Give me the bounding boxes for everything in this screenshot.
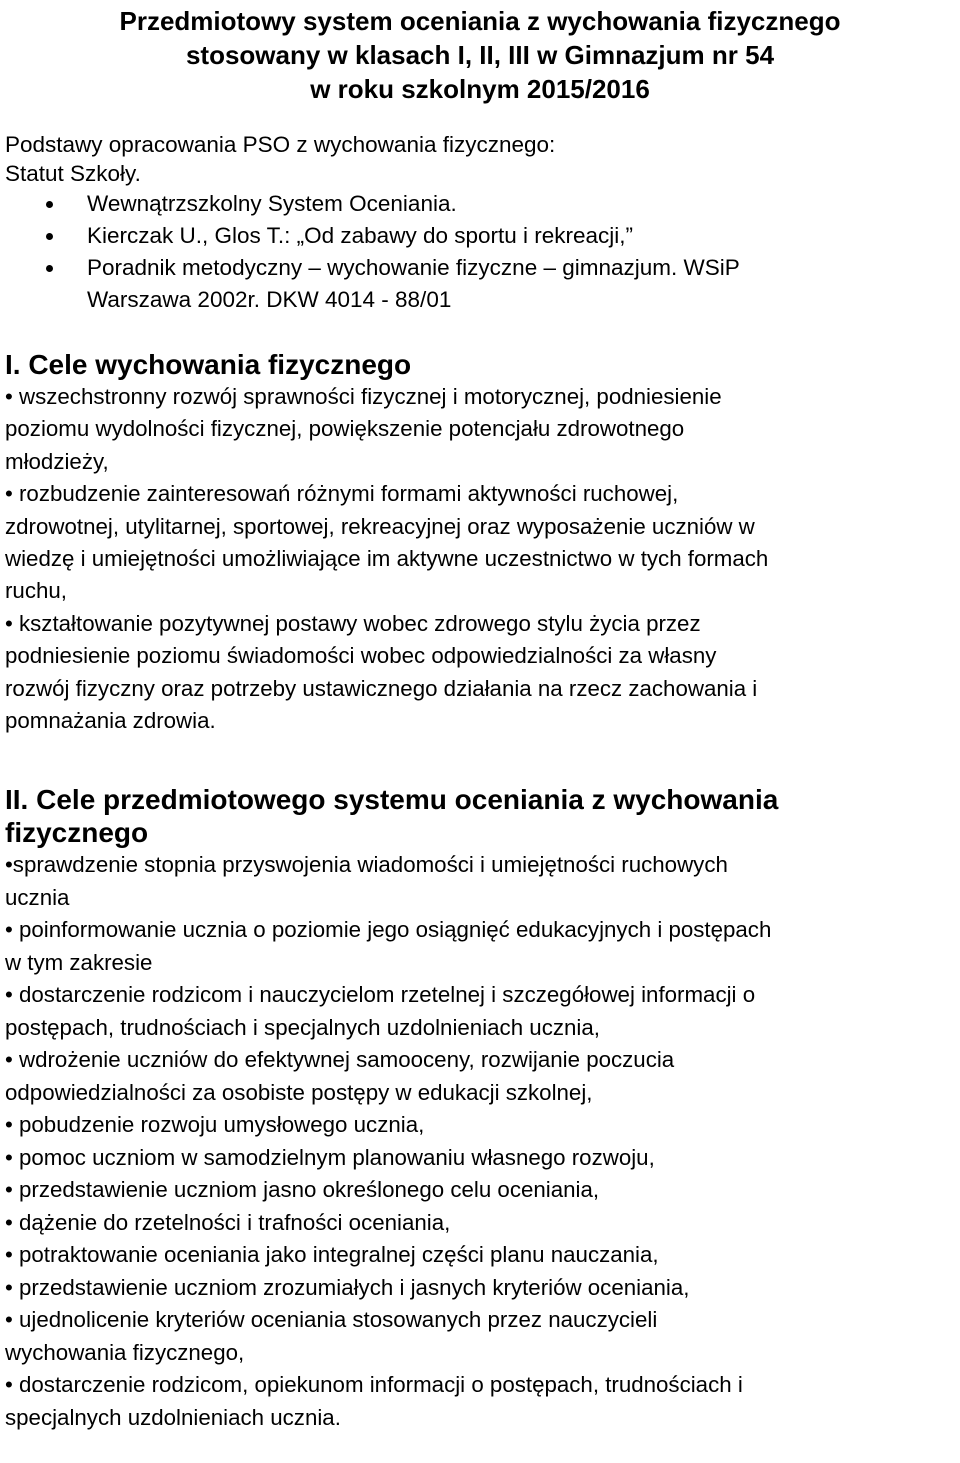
text-line: • ujednolicenie kryteriów oceniania stosowanych przez nauczycieli (5, 1307, 658, 1333)
text-line: • potraktowanie oceniania jako integralnej części planu nauczania, (5, 1242, 659, 1268)
list-item (5, 220, 960, 252)
text-line: • pobudzenie rozwoju umysłowego ucznia, (5, 1112, 425, 1138)
text-line: • dostarczenie rodzicom, opiekunom informacji o postępach, trudnościach i (5, 1372, 743, 1398)
text-line: specjalnych uzdolnieniach ucznia. (5, 1404, 341, 1430)
title-line-3: w roku szkolnym 2015/2016 (310, 74, 650, 104)
basis-statute: Statut Szkoły. (5, 161, 141, 186)
text-line: młodzieży, (5, 448, 109, 474)
list-item (5, 188, 960, 220)
text-line: • przedstawienie uczniom zrozumiałych i jasnych kryteriów oceniania, (5, 1274, 690, 1300)
text-line: • poinformowanie ucznia o poziomie jego osiągnięć edukacyjnych i postępach (5, 917, 772, 943)
text-line: • przedstawienie uczniom jasno określonego celu oceniania, (5, 1177, 600, 1203)
text-line: odpowiedzialności za osobiste postępy w edukacji szkolnej, (5, 1079, 593, 1105)
document-title (0, 0, 960, 106)
text-line: wychowania fizycznego, (5, 1339, 245, 1365)
title-line-2: stosowany w klasach I, II, III w Gimnazjum nr 54 (185, 40, 775, 70)
basis-section (0, 130, 960, 316)
text-line: w tym zakresie (5, 949, 153, 975)
basis-item-text: Warszawa 2002r. DKW 4014 - 88/01 (87, 287, 452, 312)
heading-line-2: fizycznego (5, 817, 149, 849)
text-line: • wdrożenie uczniów do efektywnej samooceny, rozwijanie poczucia (5, 1047, 675, 1073)
basis-list (5, 188, 960, 316)
text-line: •sprawdzenie stopnia przyswojenia wiadomości i umiejętności ruchowych (5, 852, 728, 878)
text-line: pomnażania zdrowia. (5, 708, 216, 734)
section-goals-pe (0, 348, 960, 737)
list-item-continuation (5, 284, 960, 316)
bullet-icon (46, 265, 53, 272)
text-line: zdrowotnej, utylitarnej, sportowej, rekreacyjnej oraz wyposażenie uczniów w (5, 513, 755, 539)
bullet-icon (46, 201, 53, 208)
section-heading (5, 783, 960, 849)
text-line: • dostarczenie rodzicom i nauczycielom rzetelnej i szczegółowej informacji o (5, 982, 756, 1008)
text-line: • pomoc uczniom w samodzielnym planowaniu własnego rozwoju, (5, 1144, 655, 1170)
basis-item-text: Poradnik metodyczny – wychowanie fizyczne – gimnazjum. WSiP (87, 255, 740, 280)
basis-intro: Podstawy opracowania PSO z wychowania fizycznego: (5, 132, 556, 157)
bullet-icon (46, 233, 53, 240)
text-line: podniesienie poziomu świadomości wobec odpowiedzialności za własny (5, 643, 717, 669)
text-line: • rozbudzenie zainteresowań różnymi formami aktywności ruchowej, (5, 481, 679, 507)
text-line: • kształtowanie pozytywnej postawy wobec zdrowego stylu życia przez (5, 610, 701, 636)
section-heading: I. Cele wychowania fizycznego (5, 349, 412, 380)
text-line: postępach, trudnościach i specjalnych uzdolnieniach ucznia, (5, 1014, 600, 1040)
basis-item-text: Wewnątrzszkolny System Oceniania. (87, 191, 457, 216)
text-line: rozwój fizyczny oraz potrzeby ustawicznego działania na rzecz zachowania i (5, 675, 758, 701)
text-line: ruchu, (5, 578, 67, 604)
section-body (5, 381, 960, 737)
section-body (5, 849, 960, 1434)
text-line: • dążenie do rzetelności i trafności oceniania, (5, 1209, 451, 1235)
text-line: ucznia (5, 884, 70, 910)
heading-line-1: II. Cele przedmiotowego systemu oceniania z wychowania (5, 784, 779, 816)
list-item (5, 252, 960, 284)
section-goals-assessment (0, 783, 960, 1434)
title-line-1: Przedmiotowy system oceniania z wychowania fizycznego (119, 6, 841, 36)
text-line: wiedzę i umiejętności umożliwiające im aktywne uczestnictwo w tych formach (5, 546, 769, 572)
basis-item-text: Kierczak U., Glos T.: „Od zabawy do sportu i rekreacji,” (87, 223, 634, 248)
text-line: poziomu wydolności fizycznej, powiększenie potencjału zdrowotnego (5, 416, 685, 442)
text-line: • wszechstronny rozwój sprawności fizycznej i motorycznej, podniesienie (5, 384, 722, 409)
